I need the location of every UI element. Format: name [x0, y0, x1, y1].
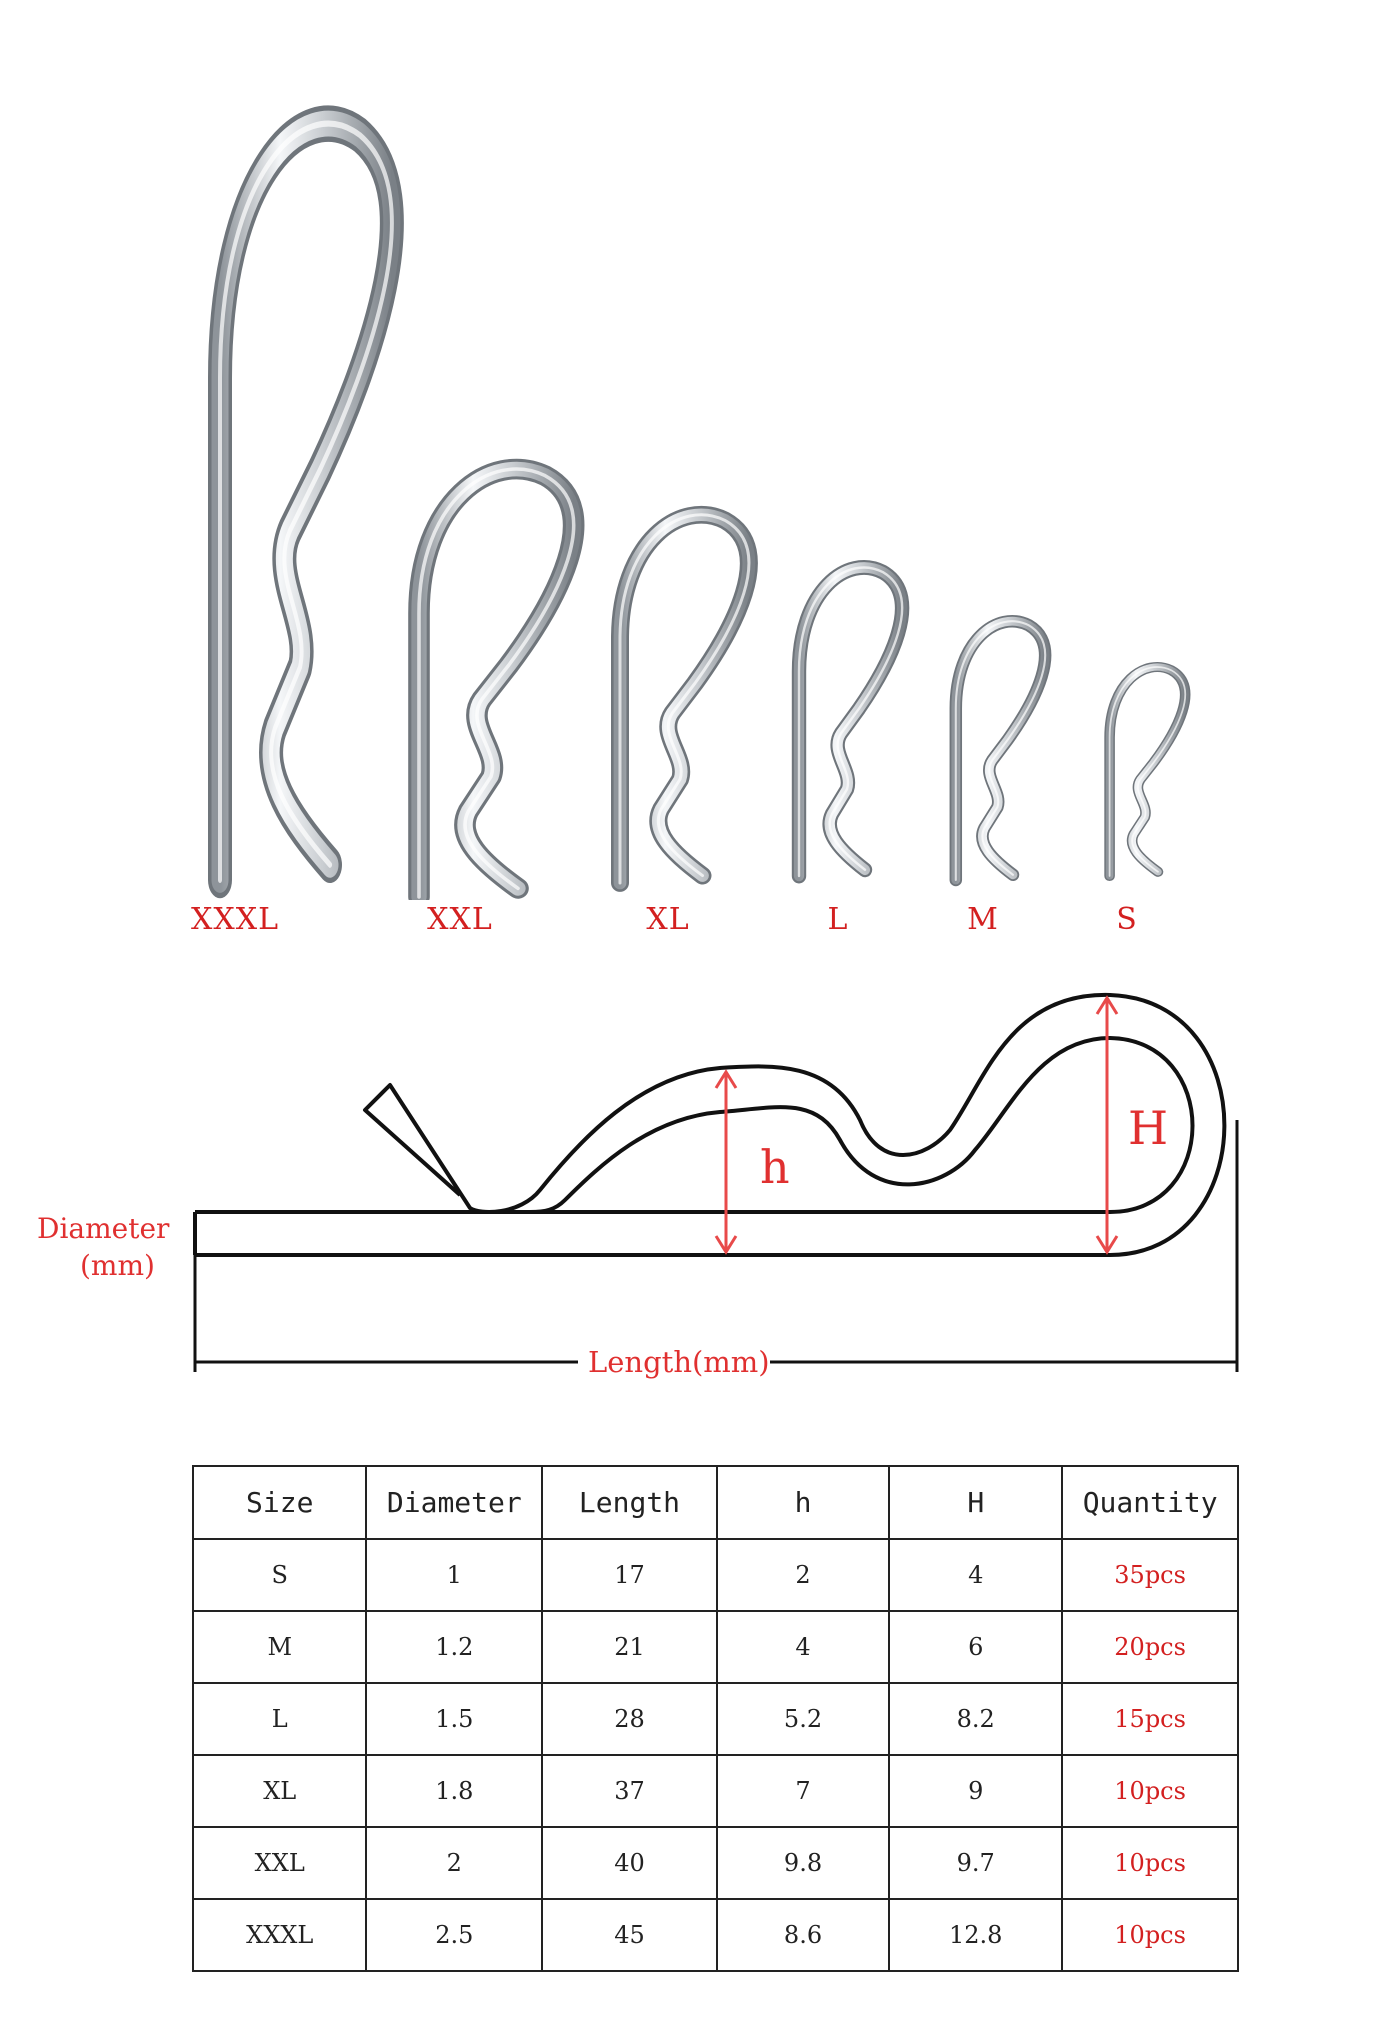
cell-diameter: 2.5: [366, 1899, 542, 1971]
spec-table: [192, 1465, 1239, 1972]
cell-length: 40: [542, 1827, 717, 1899]
cell-size: L: [193, 1683, 366, 1755]
header-size: Size: [193, 1466, 366, 1539]
header-h: h: [717, 1466, 889, 1539]
cell-quantity: 10pcs: [1062, 1827, 1238, 1899]
header-quantity: Quantity: [1062, 1466, 1238, 1539]
table-header-row: [193, 1466, 1238, 1539]
size-label-s: S: [1116, 902, 1138, 937]
table-row: [193, 1611, 1238, 1683]
pin-xl: [620, 515, 749, 883]
cell-size: XXL: [193, 1827, 366, 1899]
cell-length: 17: [542, 1539, 717, 1611]
table-row: [193, 1827, 1238, 1899]
cell-length: 21: [542, 1611, 717, 1683]
cell-H: 12.8: [889, 1899, 1062, 1971]
cell-size: M: [193, 1611, 366, 1683]
cell-diameter: 1: [366, 1539, 542, 1611]
size-label-xl: XL: [646, 902, 690, 937]
pin-xxl: [419, 469, 574, 897]
table-row: [193, 1683, 1238, 1755]
table-row: [193, 1899, 1238, 1971]
cell-diameter: 1.2: [366, 1611, 542, 1683]
table-row: [193, 1539, 1238, 1611]
loop-outer: [365, 995, 1224, 1255]
pin-l: [799, 567, 902, 876]
size-label-xxl: XXL: [427, 902, 493, 937]
header-length: Length: [542, 1466, 717, 1539]
r-clip-pins-illustration: [0, 0, 1400, 900]
cell-H: 8.2: [889, 1683, 1062, 1755]
H-label: H: [1128, 1101, 1169, 1155]
cell-length: 28: [542, 1683, 717, 1755]
cell-h: 8.6: [717, 1899, 889, 1971]
diameter-unit: (mm): [80, 1249, 155, 1282]
size-label-xxxl: XXXL: [191, 902, 279, 937]
cell-length: 37: [542, 1755, 717, 1827]
pin-xxxl: [220, 124, 392, 880]
cell-h: 5.2: [717, 1683, 889, 1755]
cell-h: 9.8: [717, 1827, 889, 1899]
cell-H: 6: [889, 1611, 1062, 1683]
h-label: h: [760, 1140, 790, 1194]
cell-h: 2: [717, 1539, 889, 1611]
cell-diameter: 1.5: [366, 1683, 542, 1755]
cell-H: 9: [889, 1755, 1062, 1827]
cell-h: 7: [717, 1755, 889, 1827]
diameter-label: Diameter: [37, 1212, 170, 1245]
header-H: H: [889, 1466, 1062, 1539]
table-row: [193, 1755, 1238, 1827]
length-label: Length(mm): [588, 1345, 770, 1379]
cell-h: 4: [717, 1611, 889, 1683]
cell-quantity: 10pcs: [1062, 1899, 1238, 1971]
size-label-m: M: [967, 902, 999, 937]
cell-quantity: 10pcs: [1062, 1755, 1238, 1827]
header-diameter: Diameter: [366, 1466, 542, 1539]
cell-H: 9.7: [889, 1827, 1062, 1899]
cell-H: 4: [889, 1539, 1062, 1611]
size-label-l: L: [827, 902, 849, 937]
cell-quantity: 15pcs: [1062, 1683, 1238, 1755]
pin-m: [956, 621, 1045, 880]
cell-quantity: 20pcs: [1062, 1611, 1238, 1683]
cell-length: 45: [542, 1899, 717, 1971]
cell-diameter: 1.8: [366, 1755, 542, 1827]
cell-diameter: 2: [366, 1827, 542, 1899]
cell-size: XXXL: [193, 1899, 366, 1971]
cell-size: XL: [193, 1755, 366, 1827]
cell-size: S: [193, 1539, 366, 1611]
pin-s: [1110, 667, 1186, 876]
dimension-diagram: [0, 960, 1400, 1400]
cell-quantity: 35pcs: [1062, 1539, 1238, 1611]
